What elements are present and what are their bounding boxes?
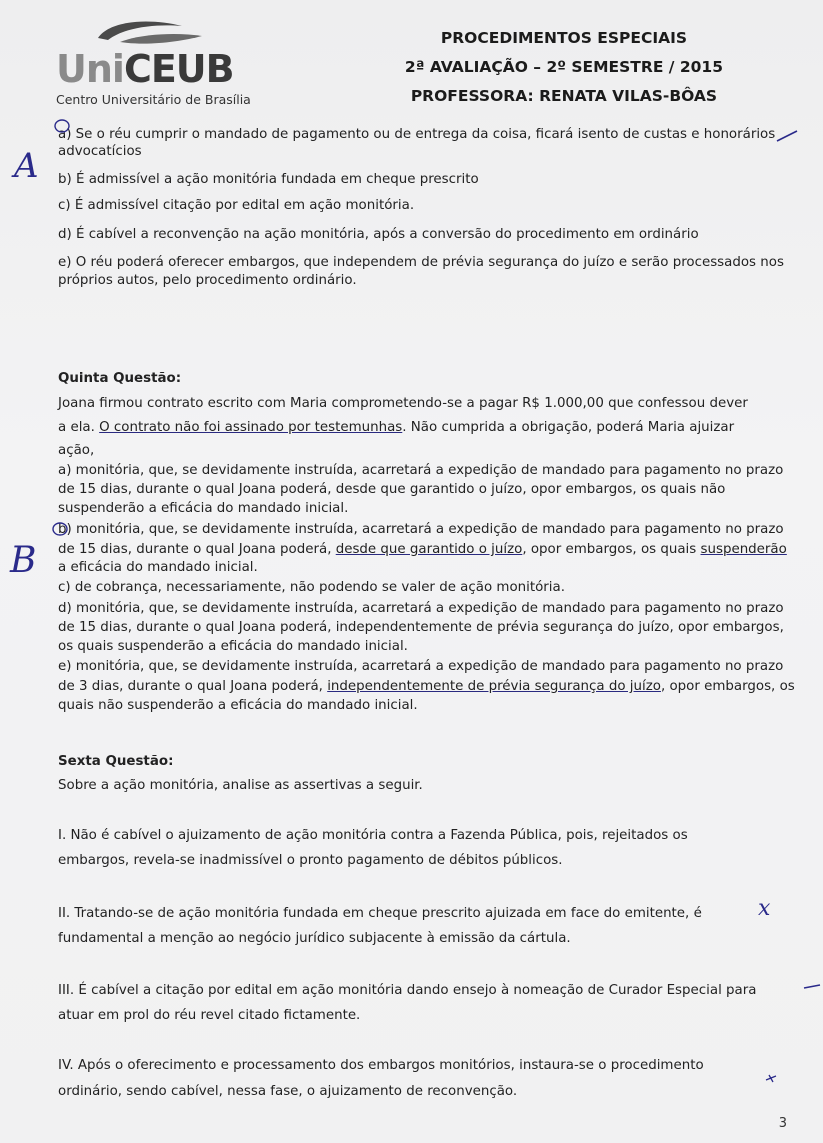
q5-stem-line2-post: . Não cumprida a obrigação, poderá Maria ajuizar bbox=[402, 420, 735, 435]
q6-ii-handwritten-mark: x bbox=[758, 896, 771, 921]
q4-option-d: d) É cabível a reconvenção na ação monitória, após a conversão do procedimento em ordinário bbox=[58, 227, 699, 242]
q4-option-a-line2: advocatícios bbox=[58, 144, 142, 159]
q4-handwritten-answer: A bbox=[14, 146, 39, 186]
q6-heading: Sexta Questão: bbox=[58, 754, 174, 769]
q4-option-e-line2: próprios autos, pelo procedimento ordinário. bbox=[58, 273, 357, 288]
course-title: PROCEDIMENTOS ESPECIAIS bbox=[440, 29, 688, 47]
q5-e-underline: independentemente de prévia segurança do juízo bbox=[327, 679, 661, 694]
q6-assertion-i-line1: I. Não é cabível o ajuizamento de ação monitória contra a Fazenda Pública, pois, rejeitados os bbox=[58, 828, 688, 843]
q5-stem-line2 bbox=[58, 418, 734, 437]
q5-stem-underlined: O contrato não foi assinado por testemunhas bbox=[99, 420, 403, 435]
q5-option-a-line1: a) monitória, que, se devidamente instruída, acarretará a expedição de mandado para pagamento no prazo bbox=[58, 463, 784, 478]
q5-heading: Quinta Questão: bbox=[58, 371, 182, 386]
q5-option-a-line3: suspenderão a eficácia do mandado inicial. bbox=[58, 501, 349, 516]
q5-stem-line1: Joana firmou contrato escrito com Maria comprometendo-se a pagar R$ 1.000,00 que confessou dever bbox=[58, 396, 748, 411]
q4-option-a-line1: a) Se o réu cumprir o mandado de pagamento ou de entrega da coisa, ficará isento de custas e honorários bbox=[58, 127, 776, 142]
logo-subtitle: Centro Universitário de Brasília bbox=[56, 92, 251, 107]
q5-option-e-line1: e) monitória, que, se devidamente instruída, acarretará a expedição de mandado para pagamento no prazo bbox=[58, 659, 784, 674]
q5-option-a-line2: de 15 dias, durante o qual Joana poderá, desde que garantido o juízo, opor embargos, os quais não bbox=[58, 482, 726, 497]
exam-title: 2ª AVALIAÇÃO – 2º SEMESTRE / 2015 bbox=[404, 58, 723, 76]
q6-intro: Sobre a ação monitória, analise as assertivas a seguir. bbox=[58, 778, 423, 793]
q5-option-b-line1: b) monitória, que, se devidamente instruída, acarretará a expedição de mandado para pagamento no prazo bbox=[58, 522, 784, 537]
q5-e-line2-post: , opor embargos, os bbox=[660, 679, 795, 694]
q4-circle-mark-icon bbox=[54, 118, 70, 134]
q5-option-c: c) de cobrança, necessariamente, não podendo se valer de ação monitória. bbox=[58, 580, 565, 595]
q6-assertion-iii-line2: atuar em prol do réu revel citado fictamente. bbox=[58, 1008, 361, 1023]
q5-option-e-line2 bbox=[58, 677, 795, 696]
q5-b-line2-mid: , opor embargos, os quais bbox=[522, 542, 701, 557]
q5-b-underline-1: desde que garantido o juízo bbox=[335, 542, 523, 557]
q4-check-mark-icon bbox=[775, 128, 799, 144]
q5-option-d-line3: os quais suspenderão a eficácia do mandado inicial. bbox=[58, 639, 408, 654]
exam-header bbox=[405, 24, 723, 111]
q5-option-d-line2: de 15 dias, durante o qual Joana poderá, independentemente de prévia segurança do juízo, opor embargos, bbox=[58, 620, 784, 635]
q4-option-e-line1: e) O réu poderá oferecer embargos, que independem de prévia segurança do juízo e serão processados nos bbox=[58, 255, 784, 270]
q6-assertion-iv-line2: ordinário, sendo cabível, nessa fase, o ajuizamento de reconvenção. bbox=[58, 1084, 518, 1099]
q6-iii-margin-mark-icon bbox=[802, 982, 822, 992]
q5-option-d-line1: d) monitória, que, se devidamente instruída, acarretará a expedição de mandado para pagamento no prazo bbox=[58, 601, 784, 616]
q5-stem-line2-pre: a ela. bbox=[58, 420, 100, 435]
q6-assertion-ii-line2: fundamental a menção ao negócio jurídico subjacente à emissão da cártula. bbox=[58, 931, 571, 946]
q5-circle-mark-icon bbox=[52, 521, 68, 537]
q5-option-b-line2 bbox=[58, 540, 787, 559]
uniceub-logo bbox=[52, 16, 272, 106]
q5-e-line2-pre: de 3 dias, durante o qual Joana poderá, bbox=[58, 679, 328, 694]
q5-b-underline-2: suspenderão bbox=[700, 542, 787, 557]
q6-iv-margin-mark-icon bbox=[764, 1072, 778, 1084]
q4-option-c: c) É admissível citação por edital em ação monitória. bbox=[58, 198, 415, 213]
q5-stem-line3: ação, bbox=[58, 443, 95, 458]
q6-assertion-i-line2: embargos, revela-se inadmissível o pronto pagamento de débitos públicos. bbox=[58, 853, 563, 868]
logo-wordmark: UniCEUB bbox=[56, 47, 234, 91]
q5-handwritten-answer: B bbox=[10, 540, 37, 581]
q6-assertion-iv-line1: IV. Após o oferecimento e processamento dos embargos monitórios, instaura-se o procedimento bbox=[58, 1058, 704, 1073]
page-number: 3 bbox=[778, 1116, 787, 1131]
q5-option-b-line3: a eficácia do mandado inicial. bbox=[58, 560, 258, 575]
professor-name: PROFESSORA: RENATA VILAS-BÔAS bbox=[410, 87, 718, 105]
q5-b-line2-pre: de 15 dias, durante o qual Joana poderá, bbox=[58, 542, 336, 557]
q5-option-e-line3: quais não suspenderão a eficácia do mandado inicial. bbox=[58, 698, 418, 713]
q4-option-b: b) É admissível a ação monitória fundada em cheque prescrito bbox=[58, 172, 479, 187]
q6-assertion-ii-line1: II. Tratando-se de ação monitória fundada em cheque prescrito ajuizada em face do emitente, é bbox=[58, 906, 702, 921]
q6-assertion-iii-line1: III. É cabível a citação por edital em ação monitória dando ensejo à nomeação de Curador Especial para bbox=[58, 983, 757, 998]
